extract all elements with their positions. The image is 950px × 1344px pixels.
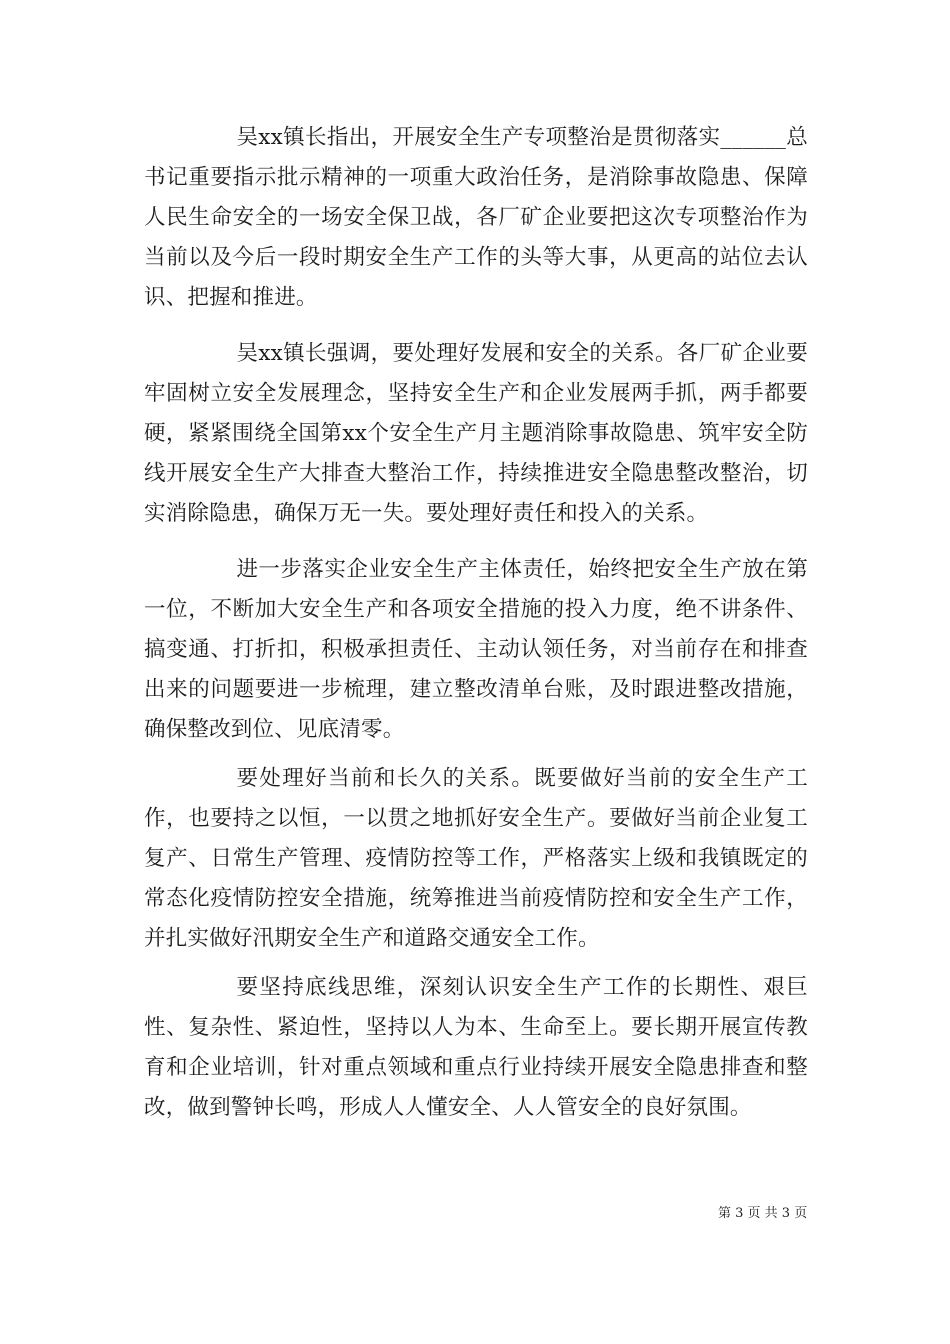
paragraph-5: 要坚持底线思维，深刻认识安全生产工作的长期性、艰巨性、复杂性、紧迫性，坚持以人为本、生命至上。要长期开展宣传教育和企业培训，针对重点领域和重点行业持续开展安全隐患排查和整改，做到警钟长鸣，形成人人懂安全、人人管安全的良好氛围。 xyxy=(144,975,808,1120)
page-number-footer: 第 3 页 共 3 页 xyxy=(718,1206,808,1221)
paragraph-2: 吴xx镇长强调，要处理好发展和安全的关系。各厂矿企业要牢固树立安全发展理念，坚持安全生产和企业发展两手抓，两手都要硬，紧紧围绕全国第xx个安全生产月主题消除事故隐患、筑牢安全防线开展安全生产大排查大整治工作，持续推进安全隐患整改整治，切实消除隐患，确保万无一失。要处理好责任和投入的关系。 xyxy=(144,341,808,526)
paragraph-4: 要处理好当前和长久的关系。既要做好当前的安全生产工作，也要持之以恒，一以贯之地抓好安全生产。要做好当前企业复工复产、日常生产管理、疫情防控等工作，严格落实上级和我镇既定的常态化疫情防控安全措施，统筹推进当前疫情防控和安全生产工作，并扎实做好汛期安全生产和道路交通安全工作。 xyxy=(144,766,808,951)
paragraph-1: 吴xx镇长指出，开展安全生产专项整治是贯彻落实______总书记重要指示批示精神的一项重大政治任务，是消除事故隐患、保障人民生命安全的一场安全保卫战，各厂矿企业要把这次专项整治作为当前以及今后一段时期安全生产工作的头等大事，从更高的站位去认识、把握和推进。 xyxy=(144,125,808,310)
document-body xyxy=(144,118,808,1128)
paragraph-3: 进一步落实企业安全生产主体责任，始终把安全生产放在第一位，不断加大安全生产和各项安全措施的投入力度，绝不讲条件、搞变通、打折扣，积极承担责任、主动认领任务，对当前存在和排查出来的问题要进一步梳理，建立整改清单台账，及时跟进整改措施，确保整改到位、见底清零。 xyxy=(144,557,808,742)
